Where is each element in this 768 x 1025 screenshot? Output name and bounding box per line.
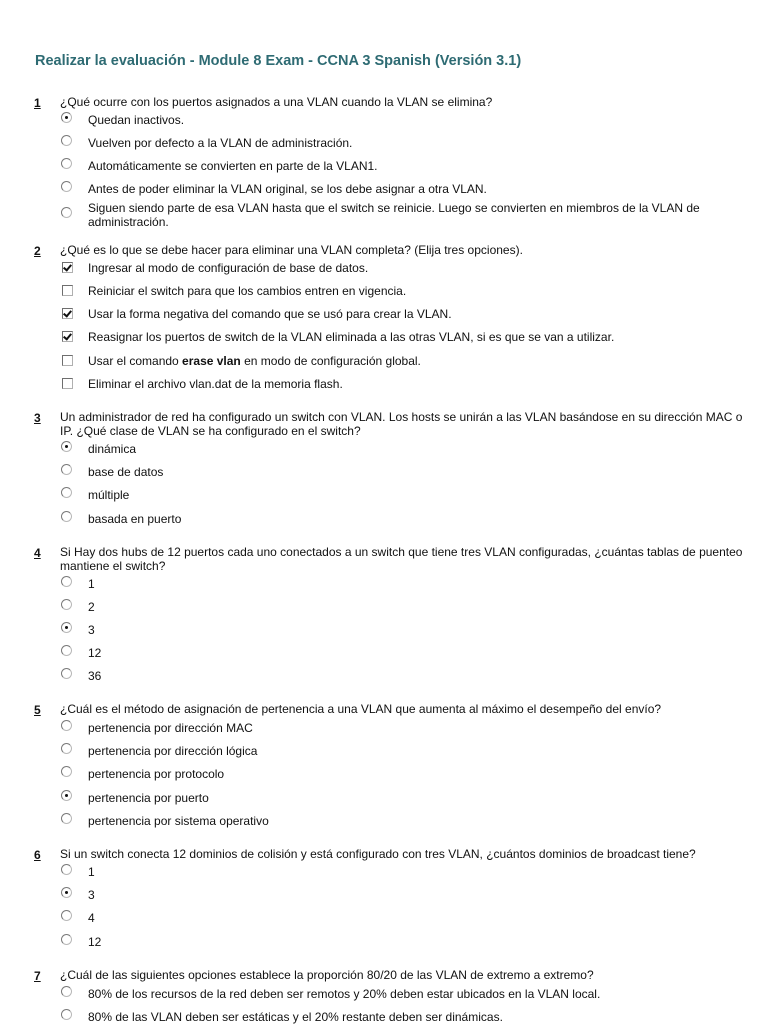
option-label: 1 xyxy=(88,865,95,879)
option-label: pertenencia por sistema operativo xyxy=(88,814,269,828)
option-label: 36 xyxy=(88,669,102,683)
option-label: 2 xyxy=(88,600,95,614)
option-label: Ingresar al modo de configuración de base de datos. xyxy=(88,261,369,275)
radio-button[interactable] xyxy=(61,112,72,123)
radio-button[interactable] xyxy=(61,790,72,801)
radio-button[interactable] xyxy=(61,158,72,169)
option-label: 80% de los recursos de la red deben ser remotos y 20% deben estar ubicados en la VLAN local. xyxy=(88,987,601,1001)
radio-button[interactable] xyxy=(61,720,72,731)
page-title: Realizar la evaluación - Module 8 Exam - CCNA 3 Spanish (Versión 3.1) xyxy=(35,53,522,69)
radio-button[interactable] xyxy=(61,645,72,656)
radio-button[interactable] xyxy=(61,622,72,633)
radio-button[interactable] xyxy=(61,766,72,777)
radio-button[interactable] xyxy=(61,1009,72,1020)
checkbox[interactable] xyxy=(62,262,73,273)
radio-button[interactable] xyxy=(61,743,72,754)
radio-button[interactable] xyxy=(61,207,72,218)
radio-button[interactable] xyxy=(61,934,72,945)
radio-button[interactable] xyxy=(61,910,72,921)
option-label: 12 xyxy=(88,646,102,660)
checkbox[interactable] xyxy=(62,378,73,389)
radio-button[interactable] xyxy=(61,599,72,610)
checkbox[interactable] xyxy=(62,355,73,366)
option-label: Reasignar los puertos de switch de la VLAN eliminada a las otras VLAN, si es que se van a utilizar. xyxy=(88,330,615,344)
radio-button[interactable] xyxy=(61,181,72,192)
question-number[interactable]: 6 xyxy=(34,848,41,862)
question-text: ¿Qué ocurre con los puertos asignados a una VLAN cuando la VLAN se elimina? xyxy=(60,95,493,109)
question-text: ¿Qué es lo que se debe hacer para eliminar una VLAN completa? (Elija tres opciones). xyxy=(60,243,523,257)
radio-button[interactable] xyxy=(61,576,72,587)
radio-button[interactable] xyxy=(61,511,72,522)
command-text: erase vlan xyxy=(182,354,241,368)
checkbox[interactable] xyxy=(62,331,73,342)
radio-button[interactable] xyxy=(61,813,72,824)
question-number[interactable]: 2 xyxy=(34,244,41,258)
radio-button[interactable] xyxy=(61,464,72,475)
radio-button[interactable] xyxy=(61,668,72,679)
option-label: base de datos xyxy=(88,465,164,479)
question-number[interactable]: 1 xyxy=(34,96,41,110)
checkbox[interactable] xyxy=(62,285,73,296)
question-text: Si un switch conecta 12 dominios de colisión y está configurado con tres VLAN, ¿cuántos dominios de broadcast tiene? xyxy=(60,847,696,861)
option-label: pertenencia por puerto xyxy=(88,791,209,805)
option-label: pertenencia por dirección MAC xyxy=(88,721,253,735)
option-label: Quedan inactivos. xyxy=(88,113,185,127)
option-label: Siguen siendo parte de esa VLAN hasta que el switch se reinicie. Luego se convierten en miembros de la VLAN de administración. xyxy=(88,201,700,229)
question-number[interactable]: 3 xyxy=(34,411,41,425)
question-number[interactable]: 7 xyxy=(34,969,41,983)
question-number[interactable]: 5 xyxy=(34,703,41,717)
radio-button[interactable] xyxy=(61,135,72,146)
option-label: pertenencia por dirección lógica xyxy=(88,744,258,758)
option-label: pertenencia por protocolo xyxy=(88,767,225,781)
radio-button[interactable] xyxy=(61,441,72,452)
option-label: 12 xyxy=(88,935,102,949)
option-label: Reiniciar el switch para que los cambios entren en vigencia. xyxy=(88,284,407,298)
checkbox[interactable] xyxy=(62,308,73,319)
question-text: ¿Cuál es el método de asignación de pertenencia a una VLAN que aumenta al máximo el desempeño del envío? xyxy=(60,702,662,716)
option-label: Vuelven por defecto a la VLAN de administración. xyxy=(88,136,353,150)
option-label: dinámica xyxy=(88,442,137,456)
question-number[interactable]: 4 xyxy=(34,546,41,560)
option-label: Usar la forma negativa del comando que se usó para crear la VLAN. xyxy=(88,307,452,321)
option-label: Eliminar el archivo vlan.dat de la memoria flash. xyxy=(88,377,343,391)
question-text: ¿Cuál de las siguientes opciones establece la proporción 80/20 de las VLAN de extremo a extremo? xyxy=(60,968,594,982)
option-label: Automáticamente se convierten en parte de la VLAN1. xyxy=(88,159,378,173)
question-text: Si Hay dos hubs de 12 puertos cada uno conectados a un switch que tiene tres VLAN configuradas, ¿cuántas tablas de puenteo mantiene el switch? xyxy=(60,545,743,573)
question-text: Un administrador de red ha configurado un switch con VLAN. Los hosts se unirán a las VLAN basándose en su dirección MAC o IP. ¿Qué clase de VLAN se ha configurado en el switch? xyxy=(60,410,743,438)
option-label: Usar el comando erase vlan en modo de configuración global. xyxy=(88,354,421,368)
option-label: 3 xyxy=(88,888,95,902)
option-label: 1 xyxy=(88,577,95,591)
radio-button[interactable] xyxy=(61,986,72,997)
option-label: múltiple xyxy=(88,488,130,502)
option-label: Antes de poder eliminar la VLAN original, se los debe asignar a otra VLAN. xyxy=(88,182,487,196)
option-label: basada en puerto xyxy=(88,512,182,526)
radio-button[interactable] xyxy=(61,864,72,875)
radio-button[interactable] xyxy=(61,487,72,498)
option-label: 80% de las VLAN deben ser estáticas y el 20% restante deben ser dinámicas. xyxy=(88,1010,503,1024)
radio-button[interactable] xyxy=(61,887,72,898)
option-label: 3 xyxy=(88,623,95,637)
option-label: 4 xyxy=(88,911,95,925)
